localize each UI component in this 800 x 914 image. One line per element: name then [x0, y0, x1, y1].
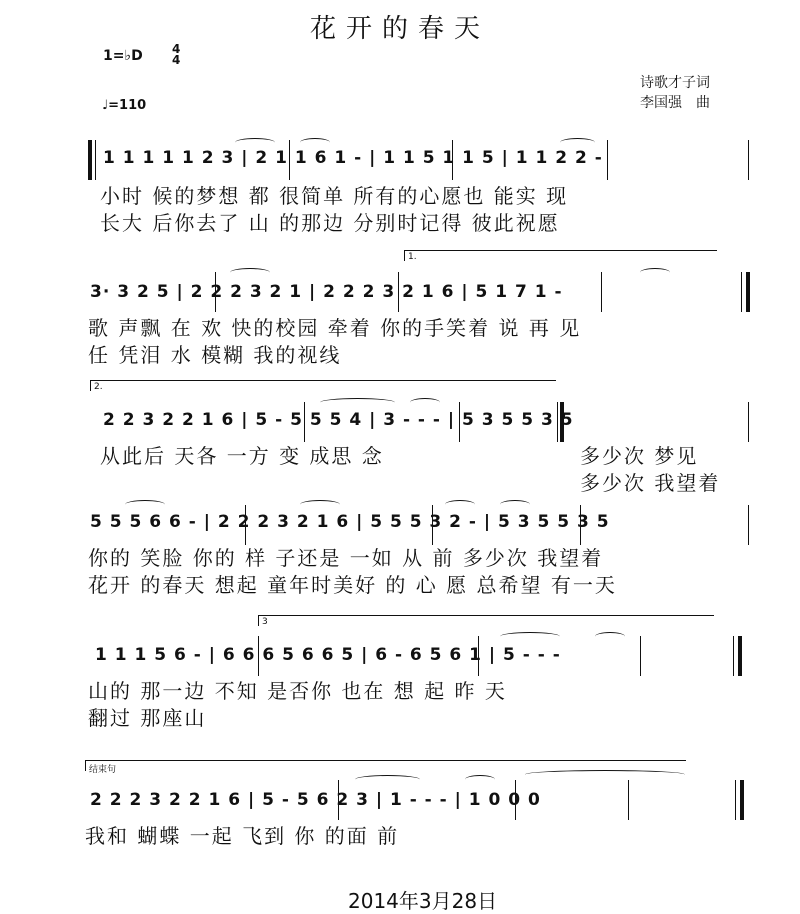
- lyric-line-1-verse-2: 长大 后你去了 山 的那边 分别时记得 彼此祝愿: [100, 211, 560, 235]
- slur: [410, 398, 440, 407]
- repeat-end-barline: [746, 272, 750, 312]
- lyric-line-5-verse-1: 山的 那一边 不知 是否你 也在 想 起 昨 天: [88, 679, 507, 703]
- notation-line-1: 1 1 1 1 1 2 3 | 2 1 1 6 1 - | 1 1 5 1 1 5 | 1 1 2 2 -: [103, 148, 603, 168]
- barline: [95, 140, 96, 180]
- lyric-line-1-verse-1: 小时 候的梦想 都 很简单 所有的心愿也 能实 现: [100, 184, 569, 208]
- lyric-line-3-refrain-2: 多少次 我望着: [580, 471, 721, 495]
- repeat-end-barline: [738, 636, 742, 676]
- time-signature: [172, 44, 180, 66]
- tie: [525, 770, 685, 779]
- lyric-line-5-verse-2: 翻过 那座山: [88, 706, 207, 730]
- barline: [601, 272, 602, 312]
- slur: [320, 398, 395, 407]
- slur: [235, 138, 275, 147]
- barline: [607, 140, 608, 180]
- slur: [465, 775, 495, 784]
- lyric-line-4-verse-1: 你的 笑脸 你的 样 子还是 一如 从 前 多少次 我望着: [88, 546, 604, 570]
- barline: [735, 780, 736, 820]
- key-signature: 1=♭D: [103, 48, 143, 64]
- barline: [748, 402, 749, 442]
- slur: [445, 500, 475, 509]
- coda-label: 结束句: [89, 765, 117, 775]
- tempo-marking: ♩=110: [102, 98, 147, 113]
- volta-1-label: 1.: [408, 252, 417, 262]
- lyric-line-2-verse-1: 歌 声飘 在 欢 快的校园 牵着 你的手笑着 说 再 见: [88, 316, 582, 340]
- barline: [733, 636, 734, 676]
- lyric-line-2-verse-2: 任 凭泪 水 模糊 我的视线: [88, 343, 342, 367]
- lyricist-credit: 诗歌才子词: [640, 75, 710, 91]
- volta-2-label: 2.: [94, 382, 103, 392]
- volta-1-bracket: [404, 250, 717, 261]
- final-barline: [740, 780, 744, 820]
- notation-line-2: 3· 3 2 5 | 2 2 2 3 2 1 | 2 2 2 3 2 1 6 | 5 1 7 1 -: [90, 282, 563, 302]
- notation-line-3: 2 2 3 2 2 1 6 | 5 - 5 5 5 4 | 3 - - - | 5 3 5 5 3 5: [103, 410, 574, 430]
- lyric-line-4-verse-2: 花开 的春天 想起 童年时美好 的 心 愿 总希望 有一天: [88, 573, 617, 597]
- barline: [748, 140, 749, 180]
- lyric-line-3-refrain-1: 多少次 梦见: [580, 444, 699, 468]
- barline: [628, 780, 629, 820]
- notation-line-5: 1 1 1 5 6 - | 6 6 6 5 6 6 5 | 6 - 6 5 6 1 | 5 - - -: [95, 645, 561, 665]
- lyric-line-3-verse-1: 从此后 天各 一方 变 成思 念: [100, 444, 384, 468]
- date-footer: 2014年3月28日: [348, 889, 498, 913]
- slur: [300, 500, 340, 509]
- slur: [355, 775, 420, 784]
- volta-3-label: 3: [262, 617, 268, 627]
- barline: [640, 636, 641, 676]
- volta-3-bracket: [258, 615, 714, 626]
- song-title: 花开的春天: [309, 14, 490, 44]
- composer-credit: 李国强 曲: [640, 95, 710, 111]
- slur: [230, 268, 270, 277]
- slur: [300, 138, 330, 147]
- barline: [748, 505, 749, 545]
- slur: [125, 500, 165, 509]
- notation-line-4: 5 5 5 6 6 - | 2 2 2 3 2 1 6 | 5 5 5 3 2 - | 5 3 5 5 3 5: [90, 512, 610, 532]
- slur: [640, 268, 670, 277]
- time-signature-bottom: 4: [172, 53, 181, 67]
- lyric-line-6-verse-1: 我和 蝴蝶 一起 飞到 你 的面 前: [85, 824, 400, 848]
- slur: [500, 500, 530, 509]
- slur: [560, 138, 595, 147]
- repeat-start-barline: [88, 140, 92, 180]
- time-signature-top: 4: [172, 42, 181, 56]
- slur: [595, 632, 625, 641]
- barline: [741, 272, 742, 312]
- notation-line-6: 2 2 2 3 2 2 1 6 | 5 - 5 6 2 3 | 1 - - - | 1 0 0 0: [90, 790, 541, 810]
- slur: [500, 632, 560, 641]
- volta-2-bracket: [90, 380, 556, 391]
